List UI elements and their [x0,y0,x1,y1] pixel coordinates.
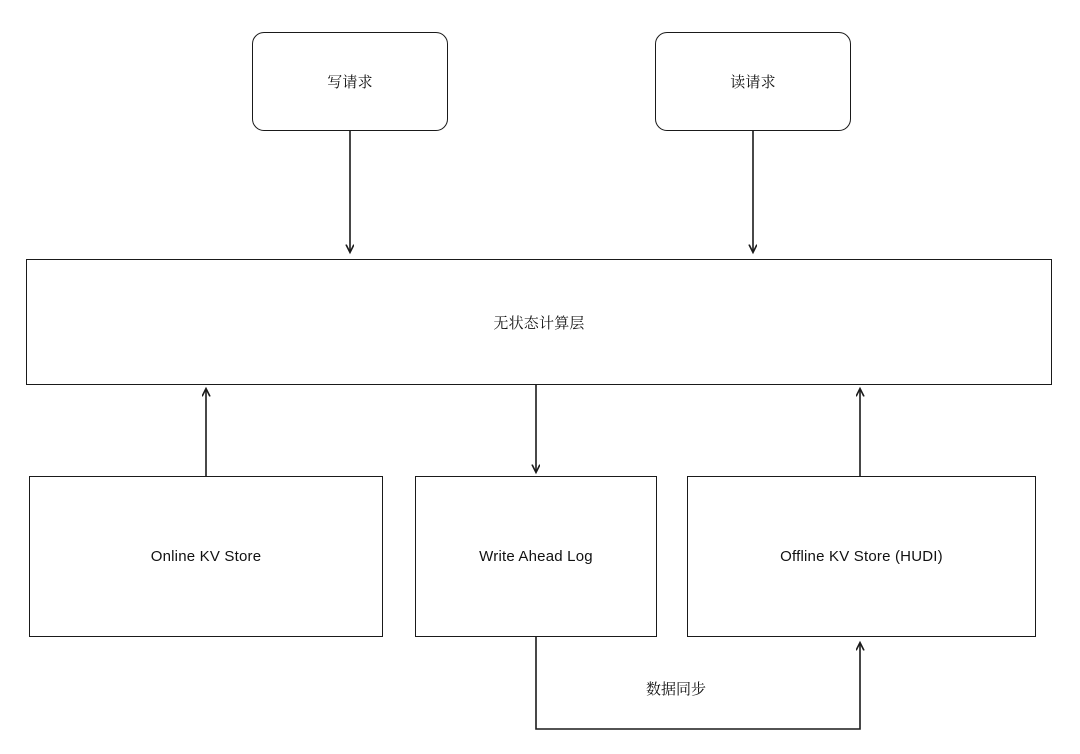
edge-label-data-sync [640,678,712,699]
node-write-request[interactable] [252,32,448,131]
node-stateless-layer-label: 无状态计算层 [493,314,585,332]
node-stateless-layer[interactable] [26,259,1052,385]
node-read-request-label: 读请求 [730,74,776,91]
node-read-request[interactable] [655,32,851,131]
edge-label-data-sync-text: 数据同步 [646,681,707,698]
node-write-ahead-log[interactable] [415,476,657,637]
node-offline-kv-store-label: Offline KV Store (HUDI) [780,548,943,565]
node-write-request-label: 写请求 [327,74,373,91]
node-write-ahead-log-label: Write Ahead Log [479,548,593,565]
node-online-kv-store-label: Online KV Store [150,548,262,565]
node-online-kv-store[interactable] [29,476,383,637]
node-offline-kv-store[interactable] [687,476,1036,637]
